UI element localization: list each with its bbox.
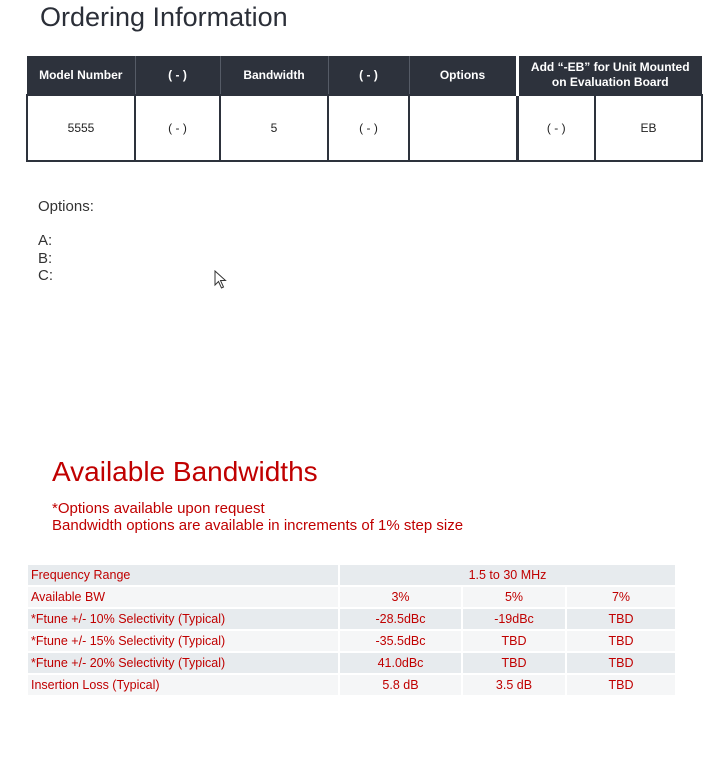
spec-value: TBD — [567, 609, 675, 629]
bandwidths-title: Available Bandwidths — [52, 456, 318, 487]
spec-value: -35.5dBc — [340, 631, 461, 651]
option-b: B: — [38, 249, 53, 267]
ordering-title: Ordering Information — [40, 2, 288, 32]
note-options-request: *Options available upon request — [52, 500, 265, 517]
spec-label: *Ftune +/- 20% Selectivity (Typical) — [28, 653, 338, 673]
spec-value: -28.5dBc — [340, 609, 461, 629]
value-options — [409, 95, 517, 161]
value-model-number: 5555 — [27, 95, 135, 161]
ordering-table — [26, 56, 703, 162]
spec-row-selectivity-10 — [28, 609, 675, 629]
spec-table — [26, 563, 677, 697]
header-model-number: Model Number — [27, 56, 135, 95]
mouse-pointer-icon — [214, 270, 228, 290]
spec-label: *Ftune +/- 10% Selectivity (Typical) — [28, 609, 338, 629]
spec-value: 5.8 dB — [340, 675, 461, 695]
value-separator-2: ( - ) — [328, 95, 409, 161]
spec-row-selectivity-15 — [28, 631, 675, 651]
spec-value: 41.0dBc — [340, 653, 461, 673]
spec-row-insertion-loss — [28, 675, 675, 695]
spec-value: 3.5 dB — [463, 675, 565, 695]
value-separator-1: ( - ) — [135, 95, 220, 161]
spec-label: *Ftune +/- 15% Selectivity (Typical) — [28, 631, 338, 651]
spec-value: TBD — [463, 653, 565, 673]
spec-value: -19dBc — [463, 609, 565, 629]
ordering-value-row — [27, 95, 702, 161]
spec-value: 7% — [567, 587, 675, 607]
spec-value: TBD — [567, 631, 675, 651]
value-bandwidth: 5 — [220, 95, 328, 161]
header-options: Options — [409, 56, 517, 95]
note-step-size: Bandwidth options are available in increments of 1% step size — [52, 517, 464, 534]
spec-label: Available BW — [28, 587, 338, 607]
spec-value: 5% — [463, 587, 565, 607]
header-eb: Add “-EB” for Unit Mounted on Evaluation Board — [517, 56, 702, 95]
spec-label: Insertion Loss (Typical) — [28, 675, 338, 695]
spec-value: 1.5 to 30 MHz — [340, 565, 675, 585]
spec-row-selectivity-20 — [28, 653, 675, 673]
header-bandwidth: Bandwidth — [220, 56, 328, 95]
spec-row-available-bw — [28, 587, 675, 607]
spec-value: TBD — [567, 653, 675, 673]
value-separator-3: ( - ) — [517, 95, 595, 161]
spec-value: TBD — [567, 675, 675, 695]
spec-value: TBD — [463, 631, 565, 651]
bandwidths-notes — [52, 500, 463, 534]
value-eb: EB — [595, 95, 702, 161]
option-a: A: — [38, 232, 53, 249]
spec-row-frequency — [28, 565, 675, 585]
header-separator-1: ( - ) — [135, 56, 220, 95]
spec-value: 3% — [340, 587, 461, 607]
options-list — [38, 232, 53, 285]
ordering-header-row — [27, 56, 702, 95]
header-separator-2: ( - ) — [328, 56, 409, 95]
option-c: C: — [38, 267, 53, 284]
options-label: Options: — [38, 198, 94, 215]
spec-label: Frequency Range — [28, 565, 338, 585]
